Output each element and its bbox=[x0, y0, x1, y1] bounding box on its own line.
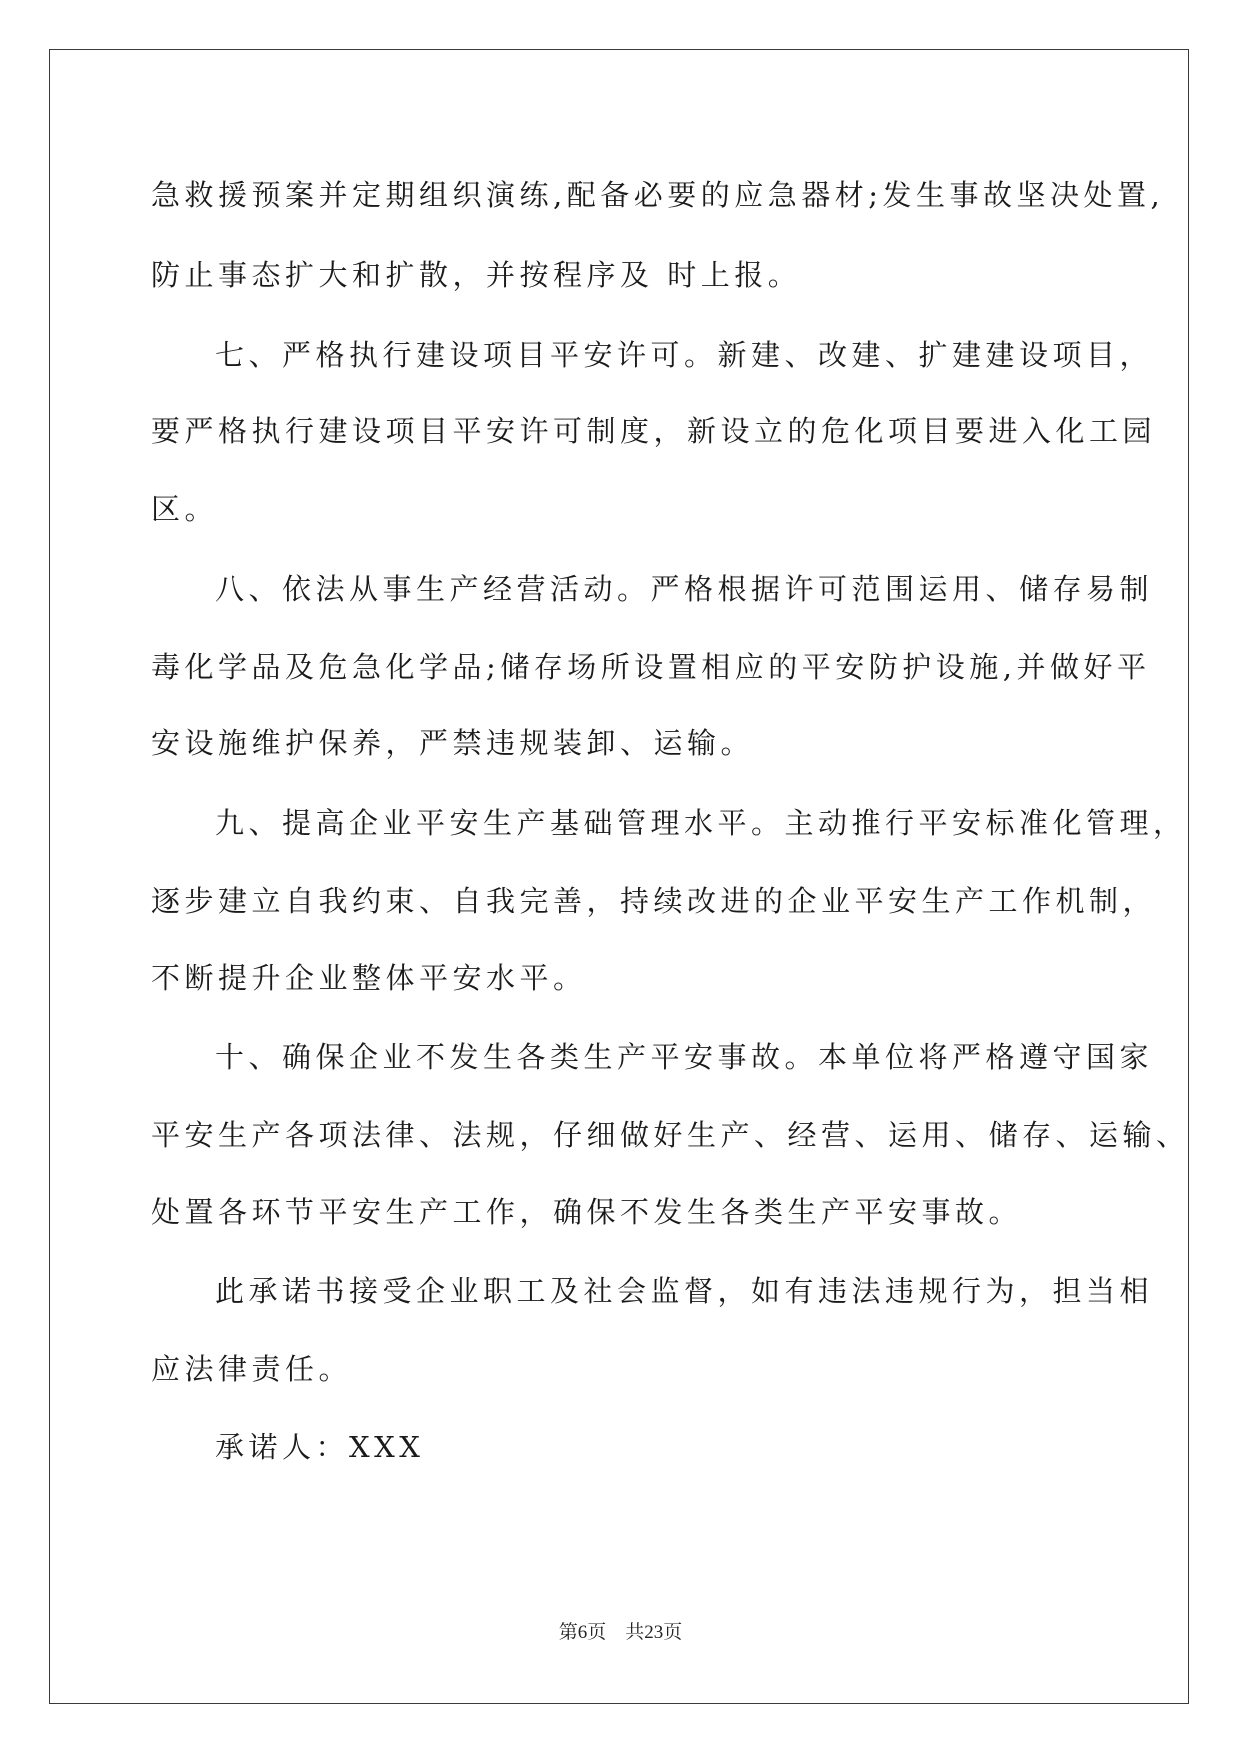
body-text-line: 八、依法从事生产经营活动。严格根据许可范围运用、储存易制 bbox=[215, 572, 1154, 606]
body-text-line: 九、提高企业平安生产基础管理水平。主动推行平安标准化管理， bbox=[215, 806, 1187, 840]
body-text-line: 区。 bbox=[151, 492, 219, 526]
body-text-line: 七、严格执行建设项目平安许可。新建、改建、扩建建设项目， bbox=[215, 338, 1154, 372]
body-text-line: 平安生产各项法律、法规，仔细做好生产、经营、运用、储存、运输、 bbox=[151, 1118, 1190, 1152]
body-text-line: 防止事态扩大和扩散，并按程序及 时上报。 bbox=[151, 258, 802, 292]
body-text-line: 逐步建立自我约束、自我完善，持续改进的企业平安生产工作机制， bbox=[151, 884, 1157, 918]
body-text-line: 此承诺书接受企业职工及社会监督，如有违法违规行为，担当相 bbox=[215, 1274, 1154, 1308]
body-text-line: 应法律责任。 bbox=[151, 1352, 353, 1386]
body-text-line: 不断提升企业整体平安水平。 bbox=[151, 961, 587, 995]
signature-line: 承诺人：XXX bbox=[215, 1430, 425, 1464]
body-text-line: 急救援预案并定期组织演练,配备必要的应急器材;发生事故坚决处置, bbox=[151, 178, 1165, 212]
body-text-line: 处置各环节平安生产工作，确保不发生各类生产平安事故。 bbox=[151, 1195, 1023, 1229]
body-text-line: 毒化学品及危急化学品;储存场所设置相应的平安防护设施,并做好平 bbox=[151, 650, 1151, 684]
page-number-footer: 第6页 共23页 bbox=[558, 1622, 683, 1643]
body-text-line: 安设施维护保养，严禁违规装卸、运输。 bbox=[151, 726, 755, 760]
body-text-line: 要严格执行建设项目平安许可制度，新设立的危化项目要进入化工园 bbox=[151, 414, 1157, 448]
body-text-line: 十、确保企业不发生各类生产平安事故。本单位将严格遵守国家 bbox=[215, 1040, 1154, 1074]
